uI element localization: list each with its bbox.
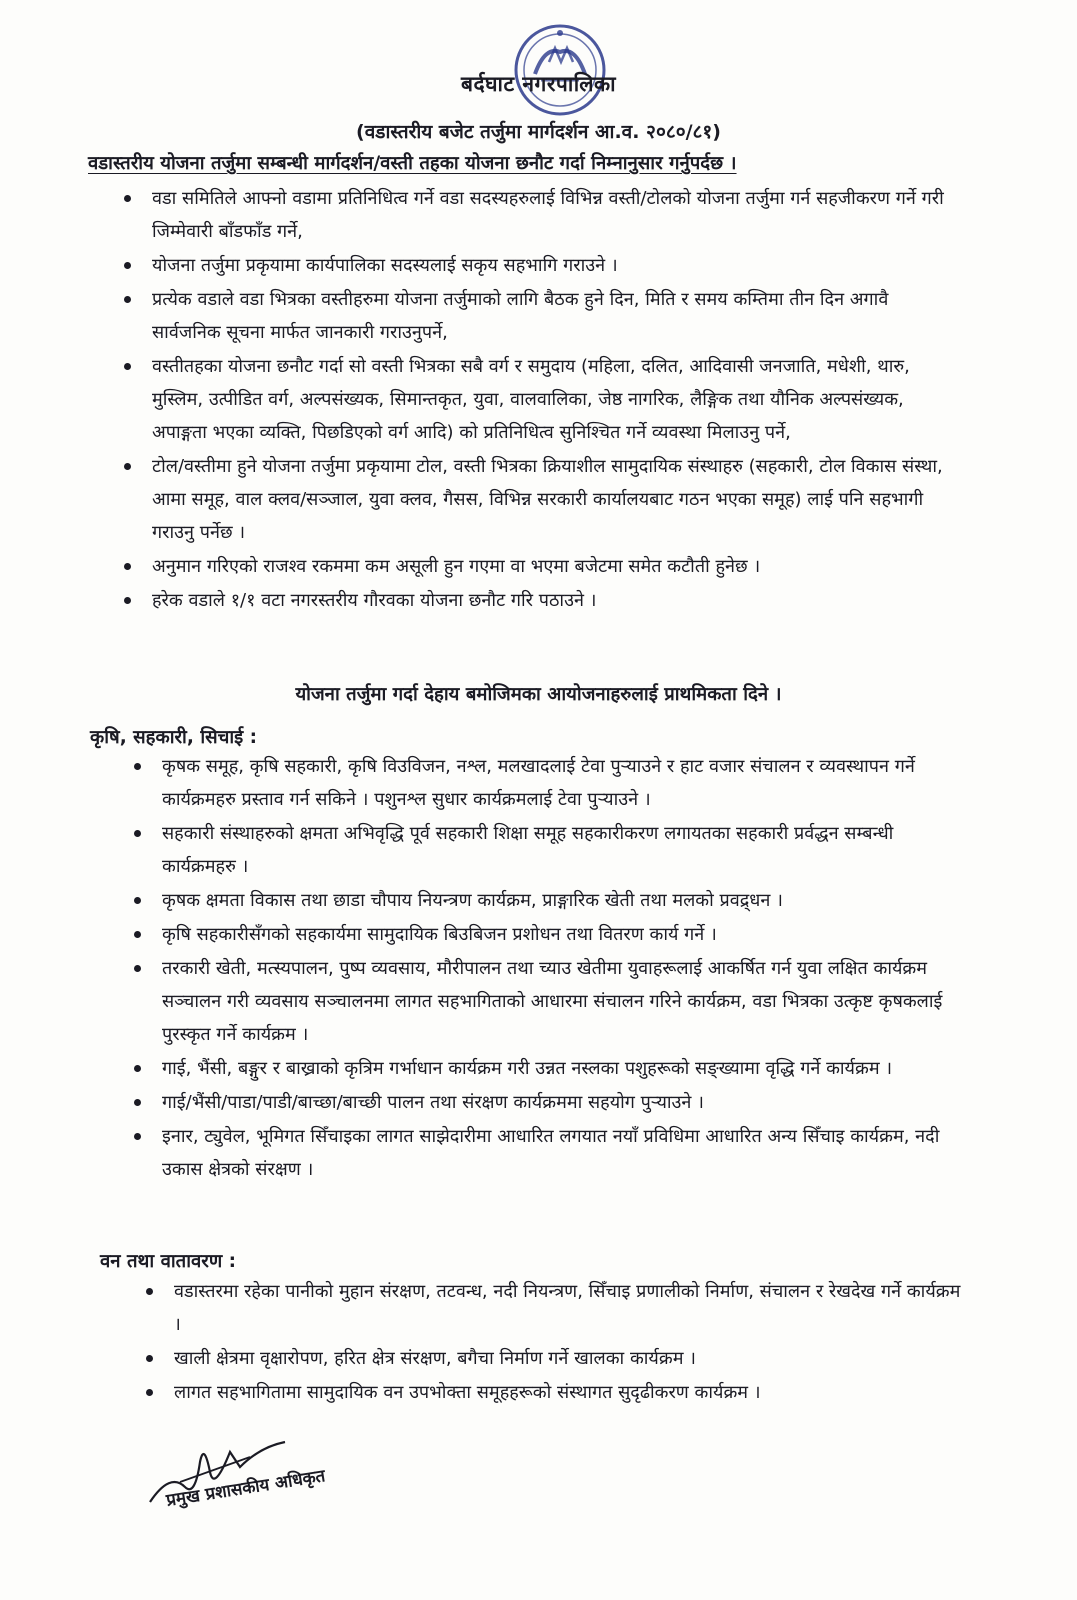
guideline-list bbox=[118, 182, 958, 618]
section-title-agriculture: कृषि, सहकारी, सिचाई : bbox=[90, 727, 258, 748]
list-item: टोल/वस्तीमा हुने योजना तर्जुमा प्रकृयामा टोल, वस्ती भित्रका क्रियाशील सामुदायिक संस्थाहरु (सहकारी, टोल विकास संस्था, आमा समूह, वाल क्लव/सञ्जाल, युवा क्लव, गैसस, विभिन्न सरकारी कार्यालयबाट गठन भएका समूह) लाई पनि सहभागी गराउनु पर्नेछ । bbox=[118, 450, 958, 549]
list-item: गाई, भैंसी, बङ्गुर र बाख्राको कृत्रिम गर्भाधान कार्यक्रम गरी उन्नत नस्लका पशुहरूको सङ्ख्यामा वृद्धि गर्ने कार्यक्रम । bbox=[128, 1052, 963, 1085]
section-title-environment: वन तथा वातावरण : bbox=[100, 1251, 237, 1272]
guideline-heading: वडास्तरीय योजना तर्जुमा सम्बन्धी मार्गदर्शन/वस्ती तहका योजना छनौट गर्दा निम्नानुसार गर्नुपर्दछ । bbox=[88, 153, 737, 174]
list-item: गाई/भैंसी/पाडा/पाडी/बाच्छा/बाच्छी पालन तथा संरक्षण कार्यक्रममा सहयोग पुऱ्याउने । bbox=[128, 1086, 963, 1119]
list-item: कृषक क्षमता विकास तथा छाडा चौपाय नियन्त्रण कार्यक्रम, प्राङ्गारिक खेती तथा मलको प्रवद्र्धन । bbox=[128, 884, 963, 917]
list-item: वडास्तरमा रहेका पानीको मुहान संरक्षण, तटवन्ध, नदी नियन्त्रण, सिँचाइ प्रणालीको निर्माण, संचालन र रेखदेख गर्ने कार्यक्रम । bbox=[140, 1275, 970, 1341]
priority-heading: योजना तर्जुमा गर्दा देहाय बमोजिमका आयोजनाहरुलाई प्राथमिकता दिने । bbox=[295, 684, 782, 705]
list-item: लागत सहभागितामा सामुदायिक वन उपभोक्ता समूहहरूको संस्थागत सुदृढीकरण कार्यक्रम । bbox=[140, 1376, 970, 1409]
page-title: बर्दघाट नगरपालिका bbox=[460, 72, 617, 96]
list-item: हरेक वडाले १/१ वटा नगरस्तरीय गौरवका योजना छनौट गरि पठाउने । bbox=[118, 584, 958, 617]
signature-caption: प्रमुख प्रशासकीय अधिकृत bbox=[164, 1466, 327, 1511]
list-item: कृषक समूह, कृषि सहकारी, कृषि विउविजन, नश्ल, मलखादलाई टेवा पुऱ्याउने र हाट वजार संचालन र व्यवस्थापन गर्ने कार्यक्रमहरु प्रस्ताव गर्न सकिने । पशुनश्ल सुधार कार्यक्रमलाई टेवा पुऱ्याउने । bbox=[128, 750, 963, 816]
list-item: योजना तर्जुमा प्रकृयामा कार्यपालिका सदस्यलाई सकृय सहभागि गराउने । bbox=[118, 249, 958, 282]
list-item: अनुमान गरिएको राजश्व रकममा कम असूली हुन गएमा वा भएमा बजेटमा समेत कटौती हुनेछ । bbox=[118, 550, 958, 583]
agriculture-list bbox=[128, 750, 963, 1187]
list-item: प्रत्येक वडाले वडा भित्रका वस्तीहरुमा योजना तर्जुमाको लागि बैठक हुने दिन, मिति र समय कम्तिमा तीन दिन अगावै सार्वजनिक सूचना मार्फत जानकारी गराउनुपर्ने, bbox=[118, 283, 958, 349]
list-item: वडा समितिले आफ्नो वडामा प्रतिनिधित्व गर्ने वडा सदस्यहरुलाई विभिन्न वस्ती/टोलको योजना तर्जुमा गर्न सहजीकरण गर्ने गरी जिम्मेवारी बाँडफाँड गर्ने, bbox=[118, 182, 958, 248]
page-subtitle: (वडास्तरीय बजेट तर्जुमा मार्गदर्शन आ.व. २०८०/८१) bbox=[356, 121, 721, 143]
list-item: कृषि सहकारीसँगको सहकार्यमा सामुदायिक बिउबिजन प्रशोधन तथा वितरण कार्य गर्ने । bbox=[128, 918, 963, 951]
list-item: इनार, ट्युवेल, भूमिगत सिँचाइका लागत साझेदारीमा आधारित लगयात नयाँ प्रविधिमा आधारित अन्य सिँचाइ कार्यक्रम, नदी उकास क्षेत्रको संरक्षण । bbox=[128, 1120, 963, 1186]
environment-list bbox=[140, 1275, 970, 1410]
list-item: तरकारी खेती, मत्स्यपालन, पुष्प व्यवसाय, मौरीपालन तथा च्याउ खेतीमा युवाहरूलाई आकर्षित गर्न युवा लक्षित कार्यक्रम सञ्चालन गरी व्यवसाय सञ्चालनमा लागत सहभागिताको आधारमा संचालन गरिने कार्यक्रम, वडा भित्रका उत्कृष्ट कृषकलाई पुरस्कृत गर्ने कार्यक्रम । bbox=[128, 952, 963, 1051]
list-item: वस्तीतहका योजना छनौट गर्दा सो वस्ती भित्रका सबै वर्ग र समुदाय (महिला, दलित, आदिवासी जनजाति, मधेशी, थारु, मुस्लिम, उत्पीडित वर्ग, अल्पसंख्यक, सिमान्तकृत, युवा, वालवालिका, जेष्ठ नागरिक, लैङ्गिक तथा यौनिक अल्पसंख्यक, अपाङ्गता भएका व्यक्ति, पिछडिएको वर्ग आदि) को प्रतिनिधित्व सुनिश्चित गर्ने व्यवस्था मिलाउनु पर्ने, bbox=[118, 350, 958, 449]
list-item: खाली क्षेत्रमा वृक्षारोपण, हरित क्षेत्र संरक्षण, बगैचा निर्माण गर्ने खालका कार्यक्रम । bbox=[140, 1342, 970, 1375]
list-item: सहकारी संस्थाहरुको क्षमता अभिवृद्धि पूर्व सहकारी शिक्षा समूह सहकारीकरण लगायतका सहकारी प्रर्वद्धन सम्बन्धी कार्यक्रमहरु । bbox=[128, 817, 963, 883]
